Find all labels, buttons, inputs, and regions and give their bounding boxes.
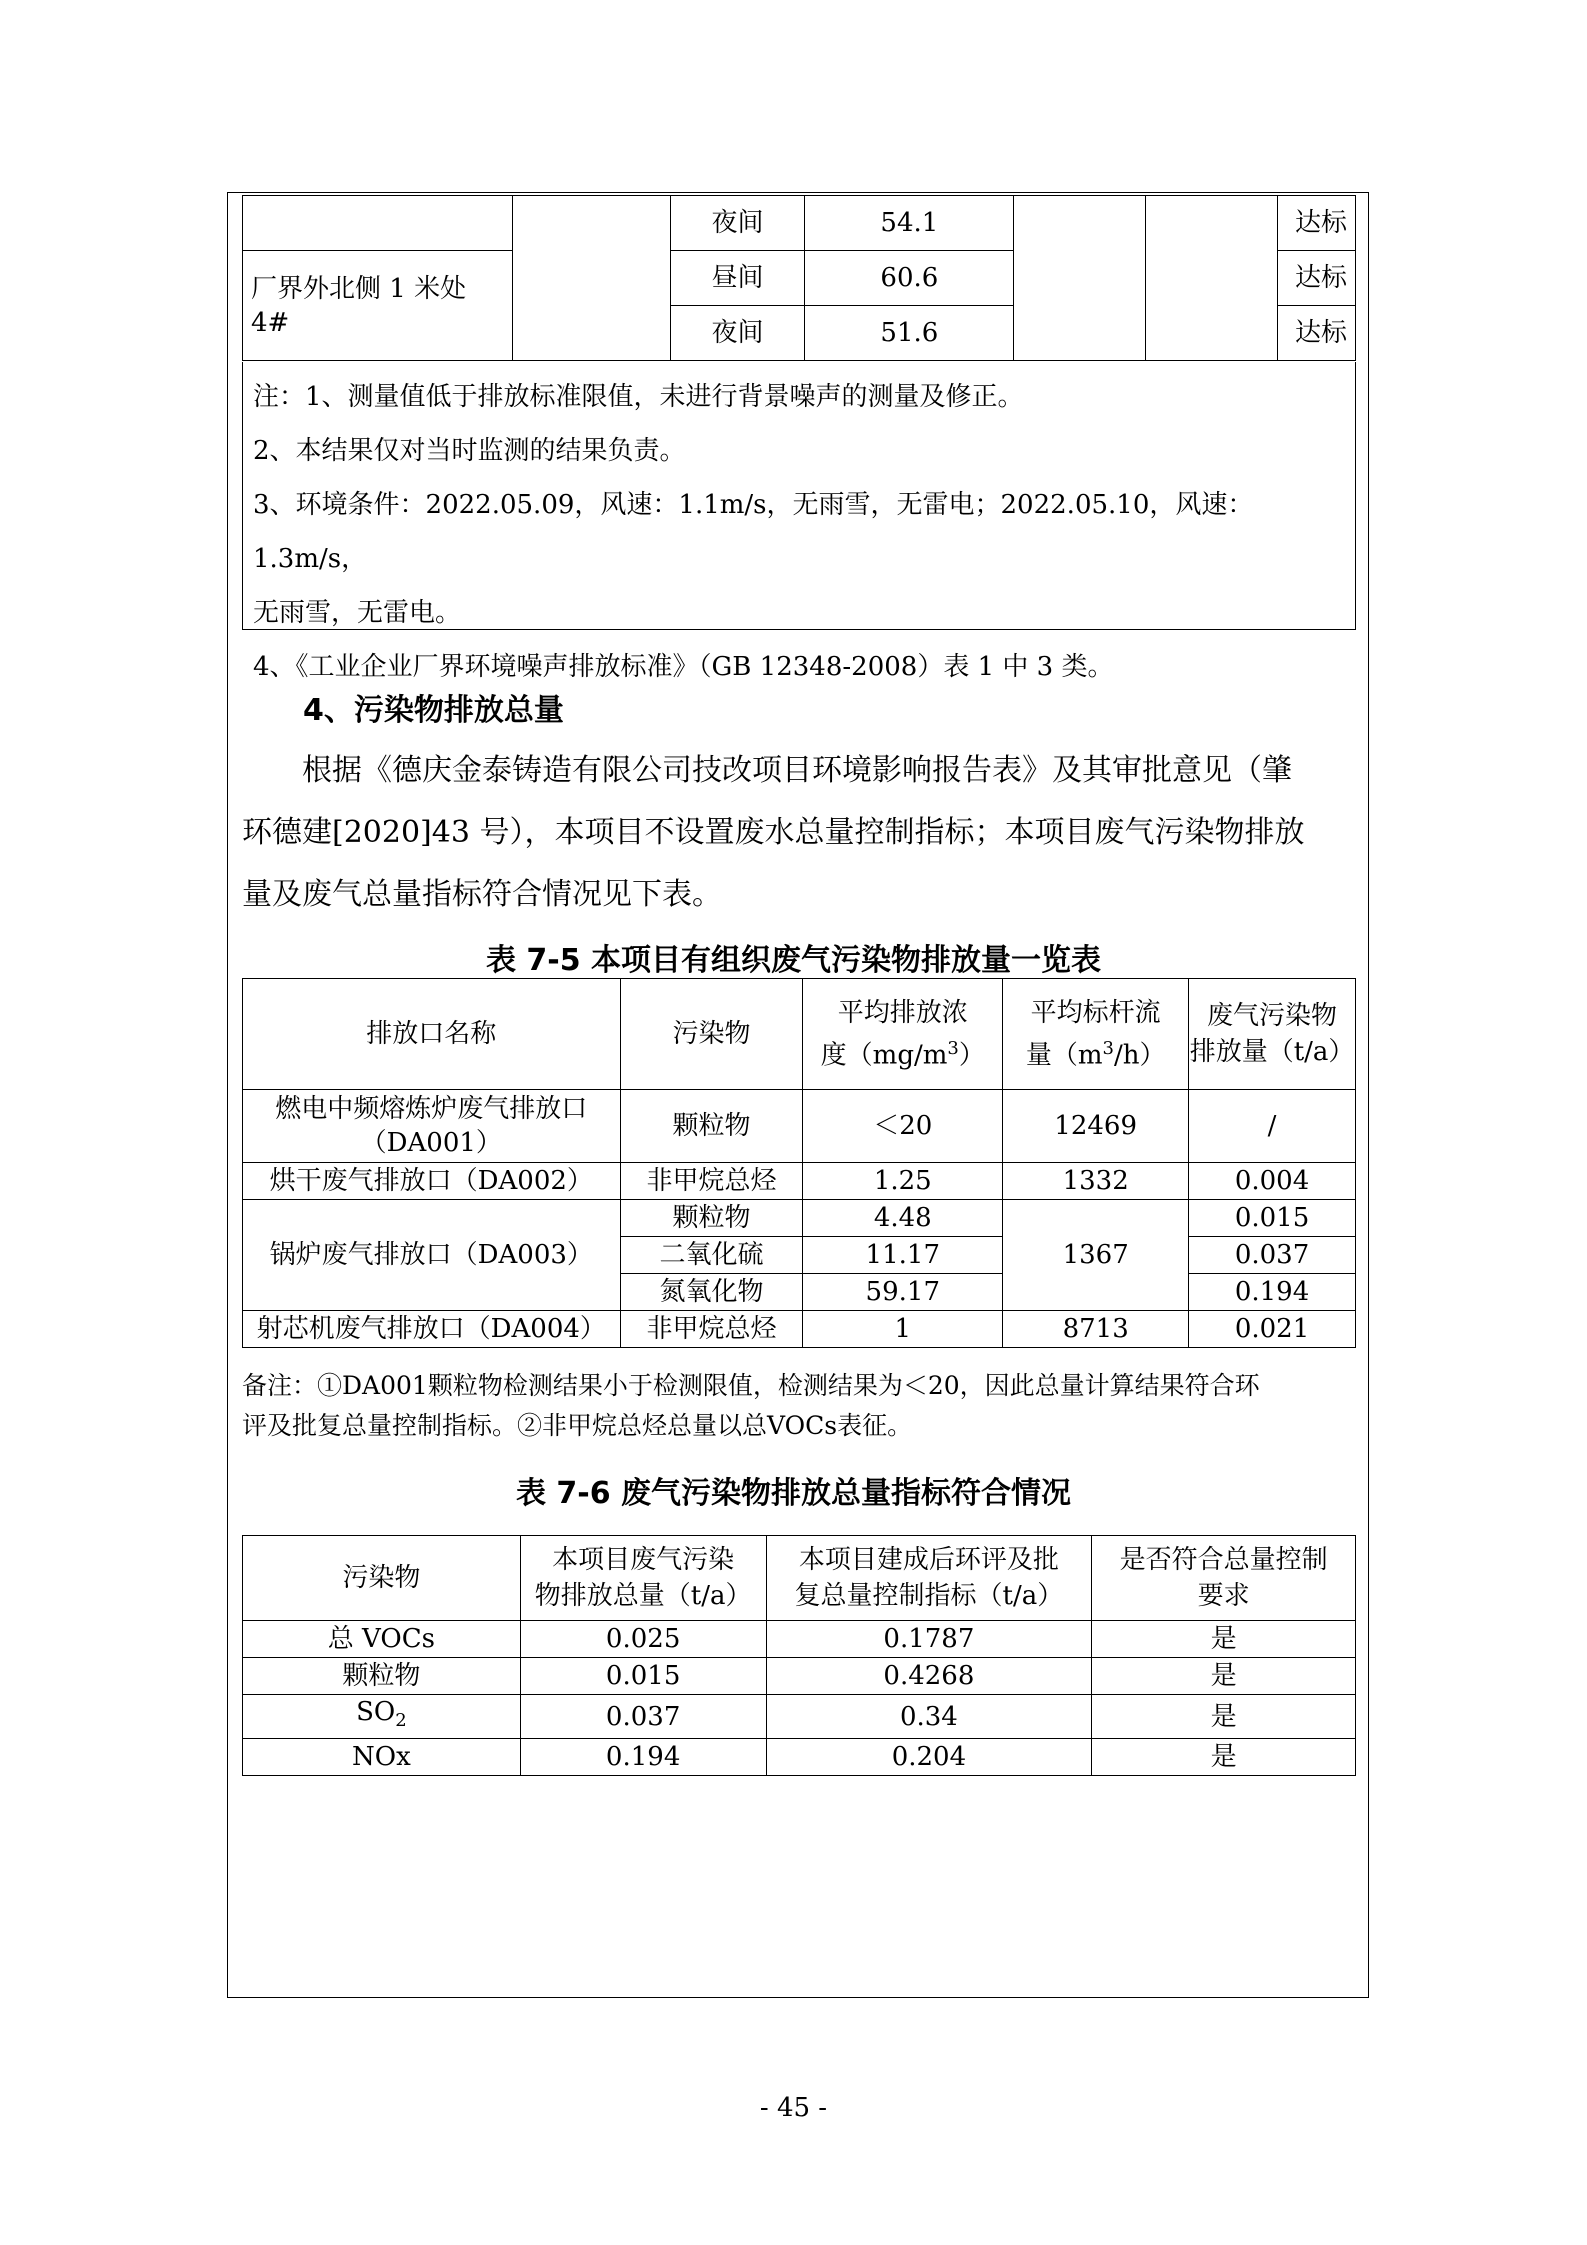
value-cell: 60.6: [805, 251, 1014, 306]
amount-cell: 0.037: [1189, 1237, 1356, 1274]
note-line: 注：1、测量值低于排放标准限值，未进行背景噪声的测量及修正。: [253, 382, 1024, 412]
compliance-cell: 是: [1092, 1621, 1356, 1658]
blank-cell: [1014, 196, 1146, 361]
value-cell: 51.6: [805, 306, 1014, 361]
header-outlet: 排放口名称: [243, 979, 621, 1090]
page-number: - 45 -: [759, 2093, 828, 2123]
table-row: [243, 1658, 1356, 1695]
note-line: 2、本结果仅对当时监测的结果负责。: [253, 436, 686, 466]
table-7-5-caption: 表 7-5 本项目有组织废气污染物排放量一览表: [485, 943, 1102, 978]
period-cell: 昼间: [670, 251, 805, 306]
amount-cell: 0.037: [520, 1695, 766, 1739]
note-line: 4、《工业企业厂界环境噪声排放标准》（GB 12348-2008）表 1 中 3 类。: [253, 652, 1114, 682]
noise-table: [242, 195, 1356, 361]
location-cell-empty: [243, 196, 513, 251]
outlet-cell: 射芯机废气排放口（DA004）: [243, 1311, 621, 1348]
section-paragraph: [242, 740, 1356, 926]
note-line: 无雨雪，无雷电。: [253, 598, 462, 628]
table-row: [243, 1163, 1356, 1200]
table-row: [243, 1739, 1356, 1776]
table-row: [243, 1200, 1356, 1237]
result-cell: 达标: [1278, 251, 1356, 306]
outlet-cell: 燃电中频熔炼炉废气排放口 （DA001）: [243, 1090, 621, 1163]
table-7-6: [242, 1535, 1356, 1776]
table-row: [243, 1090, 1356, 1163]
result-cell: 达标: [1278, 306, 1356, 361]
compliance-cell: 是: [1092, 1695, 1356, 1739]
pollutant-cell: NOx: [243, 1739, 521, 1776]
table-row: [243, 1621, 1356, 1658]
concentration-cell: 1.25: [803, 1163, 1003, 1200]
amount-cell: /: [1189, 1090, 1356, 1163]
result-cell: 达标: [1278, 196, 1356, 251]
compliance-cell: 是: [1092, 1658, 1356, 1695]
pollutant-cell: 非甲烷总烃: [620, 1163, 803, 1200]
noise-notes: [242, 362, 1356, 682]
paragraph-line: 根据《德庆金泰铸造有限公司技改项目环境影响报告表》及其审批意见（肇: [302, 753, 1292, 788]
amount-cell: 0.194: [520, 1739, 766, 1776]
table-header-row: [243, 1536, 1356, 1621]
pollutant-cell: 颗粒物: [620, 1200, 803, 1237]
section-heading: 4、污染物排放总量: [303, 693, 564, 728]
pollutant-cell: 非甲烷总烃: [620, 1311, 803, 1348]
blank-cell: [512, 196, 670, 361]
header-concentration: 平均排放浓 度$(mg/m^3)$: [803, 979, 1003, 1090]
flow-cell: 12469: [1003, 1090, 1189, 1163]
note-line: 3、环境条件：2022.05.09，风速：1.1m/s，无雨雪，无雷电；2022.05.10，风速：1.3m/s，: [253, 490, 1254, 574]
table-row: [243, 1695, 1356, 1739]
amount-cell: 0.021: [1189, 1311, 1356, 1348]
amount-cell: 0.194: [1189, 1274, 1356, 1311]
location-cell: 厂界外北侧 1 米处 4#: [243, 251, 513, 361]
pollutant-cell: 二氧化硫: [620, 1237, 803, 1274]
paragraph-line: 量及废气总量指标符合情况见下表。: [242, 877, 722, 912]
pollutant-cell: $SO_2$: [243, 1695, 521, 1739]
limit-cell: 0.204: [766, 1739, 1092, 1776]
remark-line: 评及批复总量控制指标。②非甲烷总烃总量以总VOCs表征。: [242, 1411, 913, 1440]
table-header-row: [243, 979, 1356, 1090]
amount-cell: 0.015: [520, 1658, 766, 1695]
concentration-cell: 4.48: [803, 1200, 1003, 1237]
table-7-5-remark: [242, 1366, 1356, 1446]
concentration-cell: ＜20: [803, 1090, 1003, 1163]
header-pollutant: 污染物: [620, 979, 803, 1090]
pollutant-cell: 颗粒物: [620, 1090, 803, 1163]
outlet-cell: 烘干废气排放口（DA002）: [243, 1163, 621, 1200]
header-limit: 本项目建成后环评及批 复总量控制指标（t/a）: [766, 1536, 1092, 1621]
table-row: [243, 1311, 1356, 1348]
header-amount: 废气污染物 排放量（t/a）: [1189, 979, 1356, 1090]
amount-cell: 0.025: [520, 1621, 766, 1658]
table-7-6-caption: 表 7-6 废气污染物排放总量指标符合情况: [515, 1476, 1072, 1511]
period-cell: 夜间: [670, 306, 805, 361]
remark-line: 备注：①DA001颗粒物检测结果小于检测限值，检测结果为＜20，因此总量计算结果符合环: [242, 1371, 1260, 1400]
header-amount: 本项目废气污染 物排放总量（t/a）: [520, 1536, 766, 1621]
table-row: [243, 196, 1356, 251]
header-pollutant: 污染物: [243, 1536, 521, 1621]
compliance-cell: 是: [1092, 1739, 1356, 1776]
table-7-5: [242, 978, 1356, 1348]
limit-cell: 0.1787: [766, 1621, 1092, 1658]
blank-cell: [1146, 196, 1278, 361]
pollutant-cell: 总 VOCs: [243, 1621, 521, 1658]
outlet-cell: 锅炉废气排放口（DA003）: [243, 1200, 621, 1311]
period-cell: 夜间: [670, 196, 805, 251]
flow-cell: 1332: [1003, 1163, 1189, 1200]
value-cell: 54.1: [805, 196, 1014, 251]
flow-cell: 8713: [1003, 1311, 1189, 1348]
limit-cell: 0.34: [766, 1695, 1092, 1739]
concentration-cell: 59.17: [803, 1274, 1003, 1311]
amount-cell: 0.004: [1189, 1163, 1356, 1200]
amount-cell: 0.015: [1189, 1200, 1356, 1237]
paragraph-line: 环德建[2020]43 号），本项目不设置废水总量控制指标；本项目废气污染物排放: [242, 815, 1305, 850]
pollutant-cell: 颗粒物: [243, 1658, 521, 1695]
concentration-cell: 1: [803, 1311, 1003, 1348]
header-flow: 平均标杆流 量$(m^3/h)$: [1003, 979, 1189, 1090]
concentration-cell: 11.17: [803, 1237, 1003, 1274]
limit-cell: 0.4268: [766, 1658, 1092, 1695]
flow-cell: 1367: [1003, 1200, 1189, 1311]
pollutant-cell: 氮氧化物: [620, 1274, 803, 1311]
header-compliance: 是否符合总量控制 要求: [1092, 1536, 1356, 1621]
